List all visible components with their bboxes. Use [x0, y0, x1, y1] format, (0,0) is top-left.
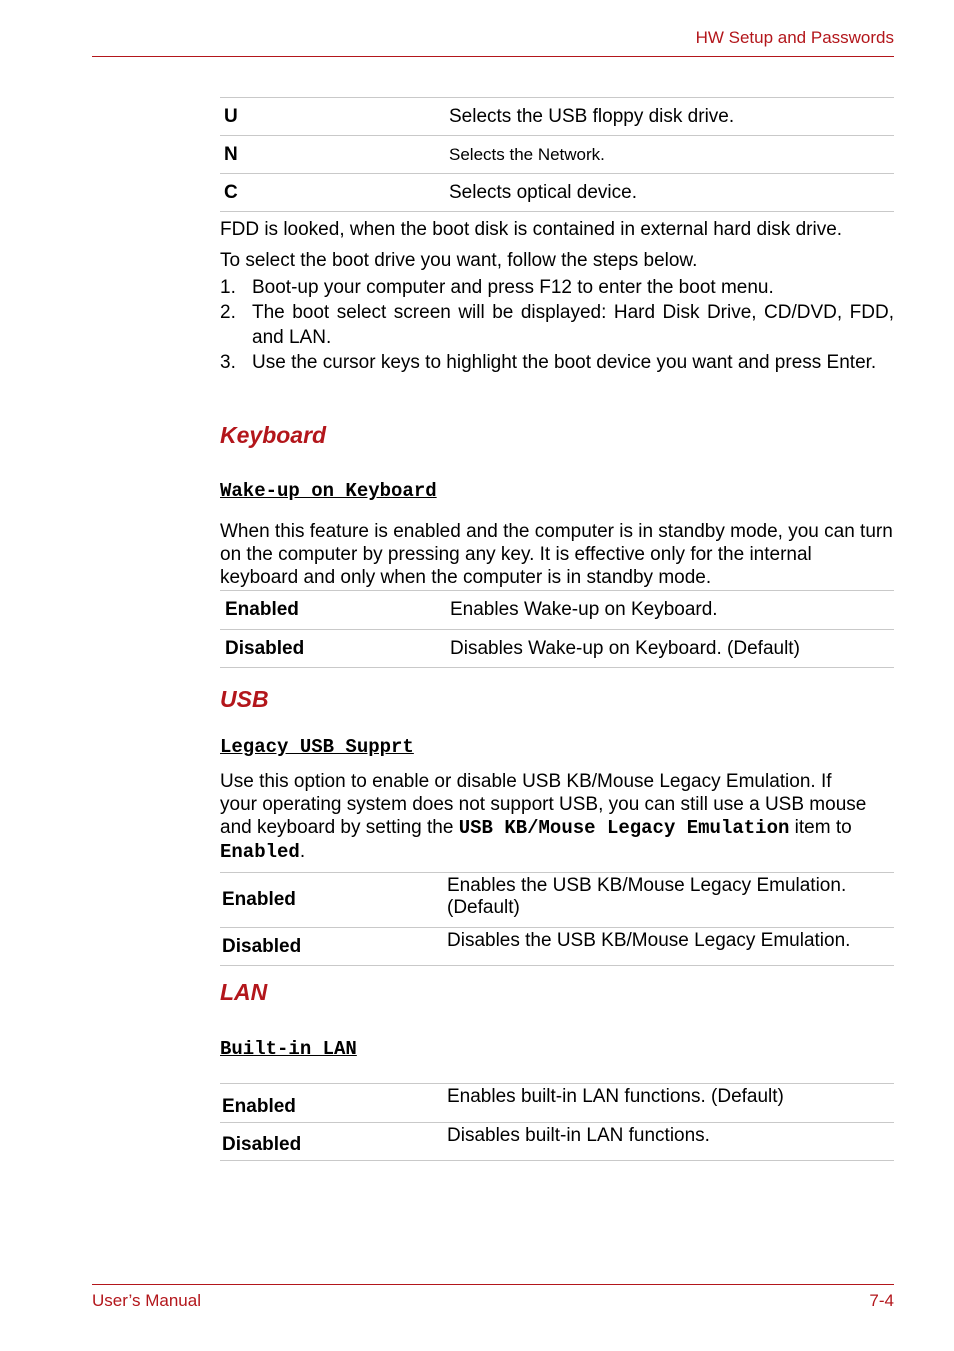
usb-options-table — [220, 872, 894, 966]
usb-description — [220, 770, 870, 864]
usb-desc-text: Use this option to enable or disable USB KB/Mouse Legacy Emulation. If your operating system does not support USB, you can still use a USB mouse and keyboard by setting the — [220, 771, 867, 838]
option-key: Disabled — [220, 928, 447, 966]
option-key: N — [220, 136, 449, 174]
lan-options-table — [220, 1083, 894, 1161]
option-desc: Enables the USB KB/Mouse Legacy Emulation. (Default) — [447, 873, 894, 928]
option-key: C — [220, 174, 449, 212]
option-key: Disabled — [220, 1123, 447, 1161]
usb-desc-text: . — [299, 841, 306, 862]
keyboard-heading: Keyboard — [220, 422, 327, 448]
option-desc: Disables Wake-up on Keyboard. (Default) — [450, 630, 894, 668]
footer-rule — [92, 1284, 894, 1285]
step-number: 2. — [220, 302, 236, 323]
table-row — [220, 98, 894, 136]
list-item — [220, 300, 894, 350]
table-row — [220, 928, 894, 966]
usb-desc-text: item to — [789, 817, 852, 838]
table-row — [220, 591, 894, 630]
keyboard-options-table — [220, 590, 894, 668]
step-number: 3. — [220, 352, 236, 373]
lan-heading: LAN — [220, 979, 268, 1005]
steps-intro: To select the boot drive you want, follow the steps below. — [220, 250, 698, 271]
table-row — [220, 630, 894, 668]
header-rule — [92, 56, 894, 57]
table-row — [220, 873, 894, 928]
footer-manual-label: User’s Manual — [92, 1291, 201, 1310]
step-text: Use the cursor keys to highlight the boot device you want and press Enter. — [252, 352, 877, 373]
step-text: The boot select screen will be displayed: Hard Disk Drive, CD/DVD, FDD, and LAN. — [252, 302, 894, 348]
option-desc: Disables built-in LAN functions. — [447, 1123, 894, 1161]
step-number: 1. — [220, 277, 236, 298]
option-key: Enabled — [220, 1084, 447, 1123]
table-row — [220, 1123, 894, 1161]
table-row — [220, 174, 894, 212]
keyboard-description: When this feature is enabled and the computer is in standby mode, you can turn on the computer by pressing any key. It is effective only for the internal keyboard and only when the computer is in standby mode. — [220, 521, 893, 588]
option-key: Disabled — [220, 630, 450, 668]
option-desc: Selects optical device. — [449, 174, 894, 212]
wake-up-subheading: Wake-up on Keyboard — [220, 480, 437, 502]
boot-steps-list — [220, 275, 894, 375]
table-row — [220, 136, 894, 174]
legacy-usb-subheading: Legacy USB Supprt — [220, 736, 414, 758]
option-key: Enabled — [220, 873, 447, 928]
option-desc: Disables the USB KB/Mouse Legacy Emulation. — [447, 928, 894, 966]
fdd-note: FDD is looked, when the boot disk is contained in external hard disk drive. — [220, 219, 843, 240]
table-row — [220, 1084, 894, 1123]
page-number: 7-4 — [869, 1291, 894, 1310]
option-desc: Selects the Network. — [449, 136, 894, 174]
option-key: Enabled — [220, 591, 450, 630]
boot-key-table — [220, 97, 894, 212]
option-desc: Enables Wake-up on Keyboard. — [450, 591, 894, 630]
usb-heading: USB — [220, 686, 269, 712]
option-key: U — [220, 98, 449, 136]
enabled-value: Enabled — [220, 841, 300, 863]
list-item — [220, 275, 894, 300]
list-item — [220, 350, 894, 375]
option-desc: Selects the USB floppy disk drive. — [449, 98, 894, 136]
option-desc: Enables built-in LAN functions. (Default) — [447, 1084, 894, 1123]
usb-emulation-setting: USB KB/Mouse Legacy Emulation — [458, 817, 790, 839]
running-header: HW Setup and Passwords — [695, 28, 894, 47]
built-in-lan-subheading: Built-in LAN — [220, 1038, 357, 1060]
step-text: Boot-up your computer and press F12 to enter the boot menu. — [252, 277, 774, 298]
